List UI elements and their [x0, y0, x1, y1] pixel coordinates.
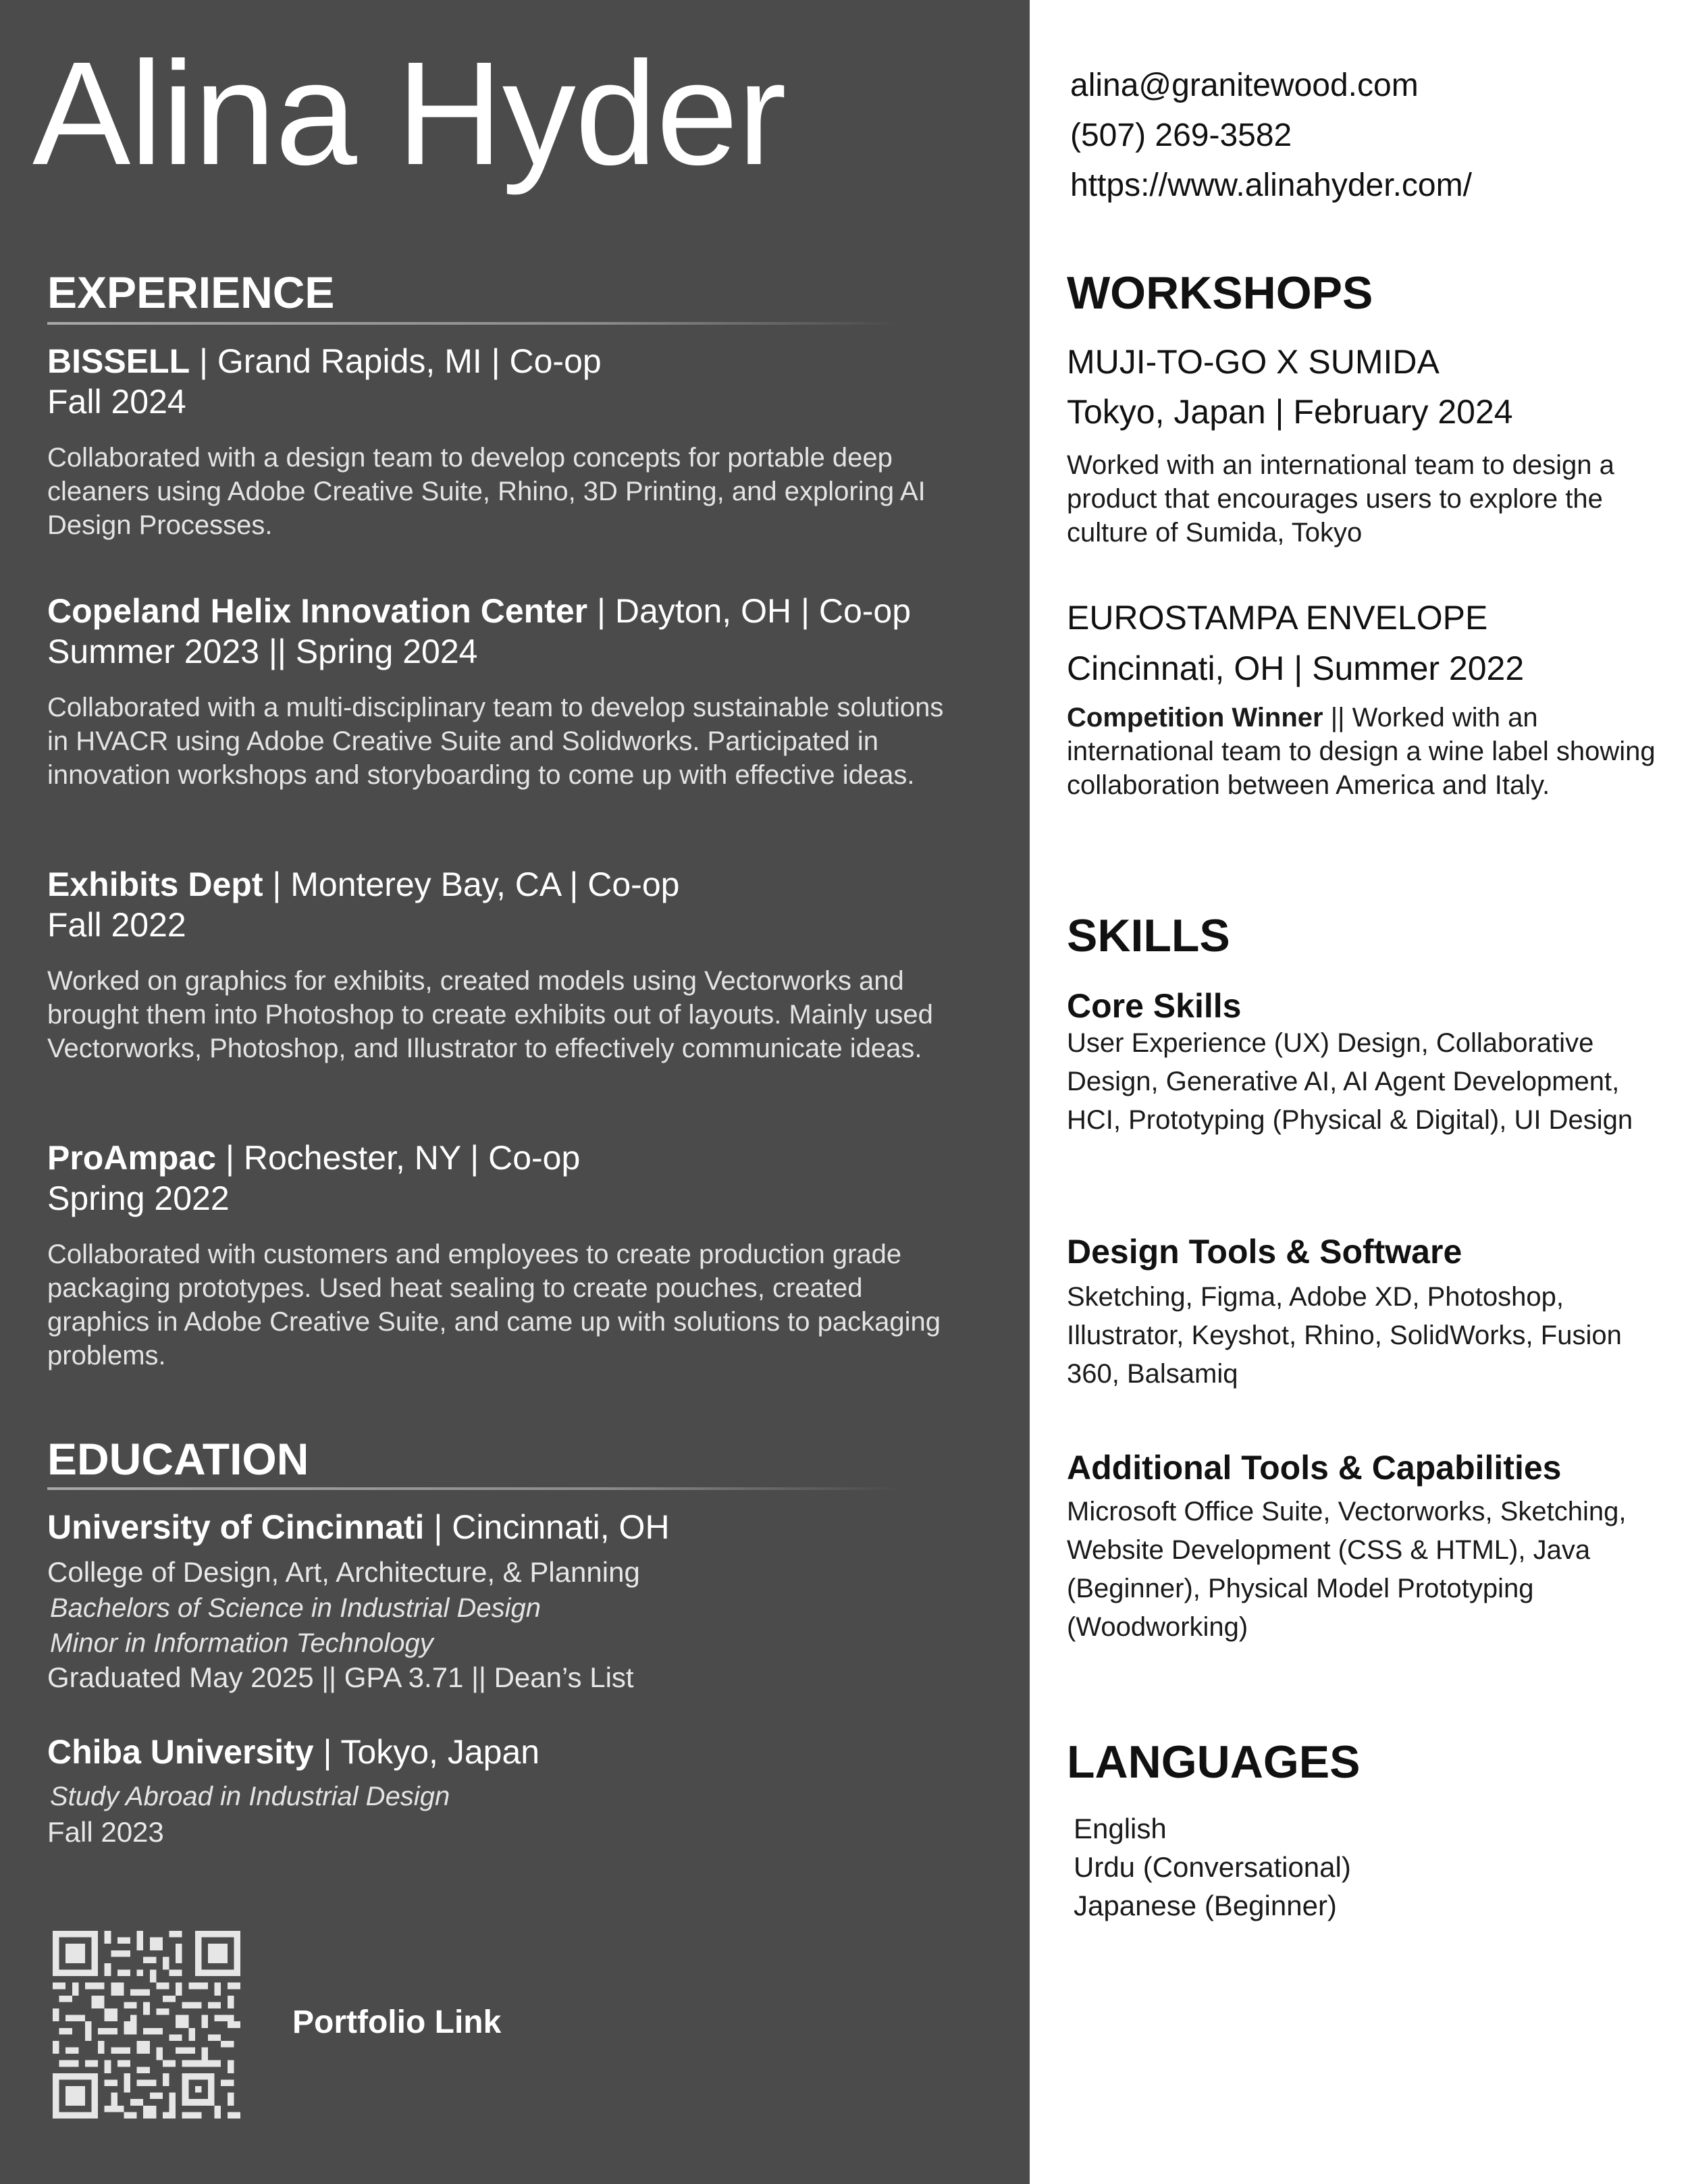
education-header	[47, 1507, 993, 1547]
education-heading: EDUCATION	[47, 1434, 309, 1484]
contact-website[interactable]: https://www.alinahyder.com/	[1070, 167, 1472, 203]
skills-heading: SKILLS	[1067, 910, 1230, 961]
education-degree: Bachelors of Science in Industrial Design	[50, 1593, 542, 1623]
experience-header	[47, 864, 993, 905]
experience-org: Copeland Helix Innovation Center	[47, 592, 588, 630]
experience-location: | Rochester, NY | Co-op	[216, 1139, 581, 1177]
education-item	[47, 1732, 993, 1850]
experience-description: Collaborated with a multi-disciplinary team to develop sustainable solutions in HVACR using Adobe Creative Suite and Solidworks. Participated in innovation workshops and storyboarding to come up with effective ideas.	[47, 693, 944, 790]
workshop-name: MUJI-TO-GO X SUMIDA	[1067, 343, 1440, 381]
skill-group-heading: Additional Tools & Capabilities	[1067, 1449, 1562, 1487]
experience-date: Fall 2022	[47, 906, 186, 944]
education-graduation: Graduated May 2025 || GPA 3.71 || Dean’s List	[47, 1661, 634, 1693]
portfolio-qr-code[interactable]	[53, 1931, 240, 2119]
right-column	[1030, 0, 1688, 2184]
language-item: Japanese (Beginner)	[1074, 1890, 1337, 1921]
skill-group-text: User Experience (UX) Design, Collaborative Design, Generative AI, AI Agent Development, HCI, Prototyping (Physical & Digital), UI Design	[1067, 1028, 1633, 1135]
education-program: Study Abroad in Industrial Design	[50, 1782, 450, 1811]
languages-heading: LANGUAGES	[1067, 1736, 1361, 1788]
workshop-description	[1067, 701, 1661, 802]
skill-group-heading: Design Tools & Software	[1067, 1233, 1462, 1271]
experience-date: Summer 2023 || Spring 2024	[47, 633, 478, 670]
education-college: College of Design, Art, Architecture, & Planning	[47, 1556, 640, 1588]
education-item	[47, 1507, 993, 1695]
contact-phone: (507) 269-3582	[1070, 117, 1292, 153]
skill-group-heading: Core Skills	[1067, 987, 1242, 1025]
experience-divider	[47, 322, 898, 325]
education-location: | Cincinnati, OH	[424, 1508, 670, 1546]
experience-location: | Dayton, OH | Co-op	[587, 592, 912, 630]
experience-date: Fall 2024	[47, 383, 186, 421]
workshop-description: Worked with an international team to design a product that encourages users to explore the culture of Sumida, Tokyo	[1067, 450, 1614, 548]
experience-heading: EXPERIENCE	[47, 267, 335, 317]
experience-item	[47, 864, 993, 1065]
workshop-name: EUROSTAMPA ENVELOPE	[1067, 599, 1488, 637]
experience-date: Spring 2022	[47, 1179, 230, 1217]
experience-description: Collaborated with a design team to develop concepts for portable deep cleaners using Adobe Creative Suite, Rhino, 3D Printing, and exploring AI Design Processes.	[47, 443, 926, 540]
experience-header	[47, 591, 993, 631]
workshop-place: Cincinnati, OH | Summer 2022	[1067, 649, 1525, 687]
education-location: | Tokyo, Japan	[313, 1733, 540, 1771]
education-minor: Minor in Information Technology	[50, 1628, 433, 1658]
skill-group-text: Sketching, Figma, Adobe XD, Photoshop, Illustrator, Keyshot, Rhino, SolidWorks, Fusion 360, Balsamiq	[1067, 1282, 1622, 1389]
candidate-name: Alina Hyder	[32, 32, 786, 196]
workshop-description-text: || Worked with an international team to design a wine label showing collaboration between America and Italy.	[1067, 703, 1656, 800]
education-school: Chiba University	[47, 1733, 314, 1771]
experience-org: Exhibits Dept	[47, 865, 263, 903]
education-school: University of Cincinnati	[47, 1508, 425, 1546]
experience-location: | Monterey Bay, CA | Co-op	[263, 865, 680, 903]
workshop-place: Tokyo, Japan | February 2024	[1067, 393, 1513, 431]
experience-description: Collaborated with customers and employees to create production grade packaging prototypes. Used heat sealing to create pouches, created graphics in Adobe Creative Suite, and came up with solutions to packaging problems.	[47, 1240, 941, 1370]
experience-header	[47, 1138, 993, 1178]
language-item: English	[1074, 1813, 1167, 1844]
experience-header	[47, 341, 993, 381]
experience-org: BISSELL	[47, 342, 190, 380]
experience-item	[47, 1138, 993, 1373]
experience-description: Worked on graphics for exhibits, created models using Vectorworks and brought them into Photoshop to create exhibits out of layouts. Mainly used Vectorworks, Photoshop, and Illustrator to effectively communicate ideas.	[47, 966, 933, 1063]
portfolio-link[interactable]: Portfolio Link	[292, 2004, 502, 2040]
experience-item	[47, 341, 993, 542]
education-divider	[47, 1487, 898, 1490]
experience-org: ProAmpac	[47, 1139, 217, 1177]
contact-email[interactable]: alina@granitewood.com	[1070, 68, 1419, 103]
experience-item	[47, 591, 993, 792]
experience-location: | Grand Rapids, MI | Co-op	[190, 342, 602, 380]
education-header	[47, 1732, 993, 1772]
workshop-award: Competition Winner	[1067, 703, 1323, 733]
language-item: Urdu (Conversational)	[1074, 1851, 1351, 1883]
skill-group-text: Microsoft Office Suite, Vectorworks, Sketching, Website Development (CSS & HTML), Java (Beginner), Physical Model Prototyping (Woodworking)	[1067, 1497, 1627, 1642]
education-date: Fall 2023	[47, 1816, 164, 1848]
workshops-heading: WORKSHOPS	[1067, 267, 1373, 319]
